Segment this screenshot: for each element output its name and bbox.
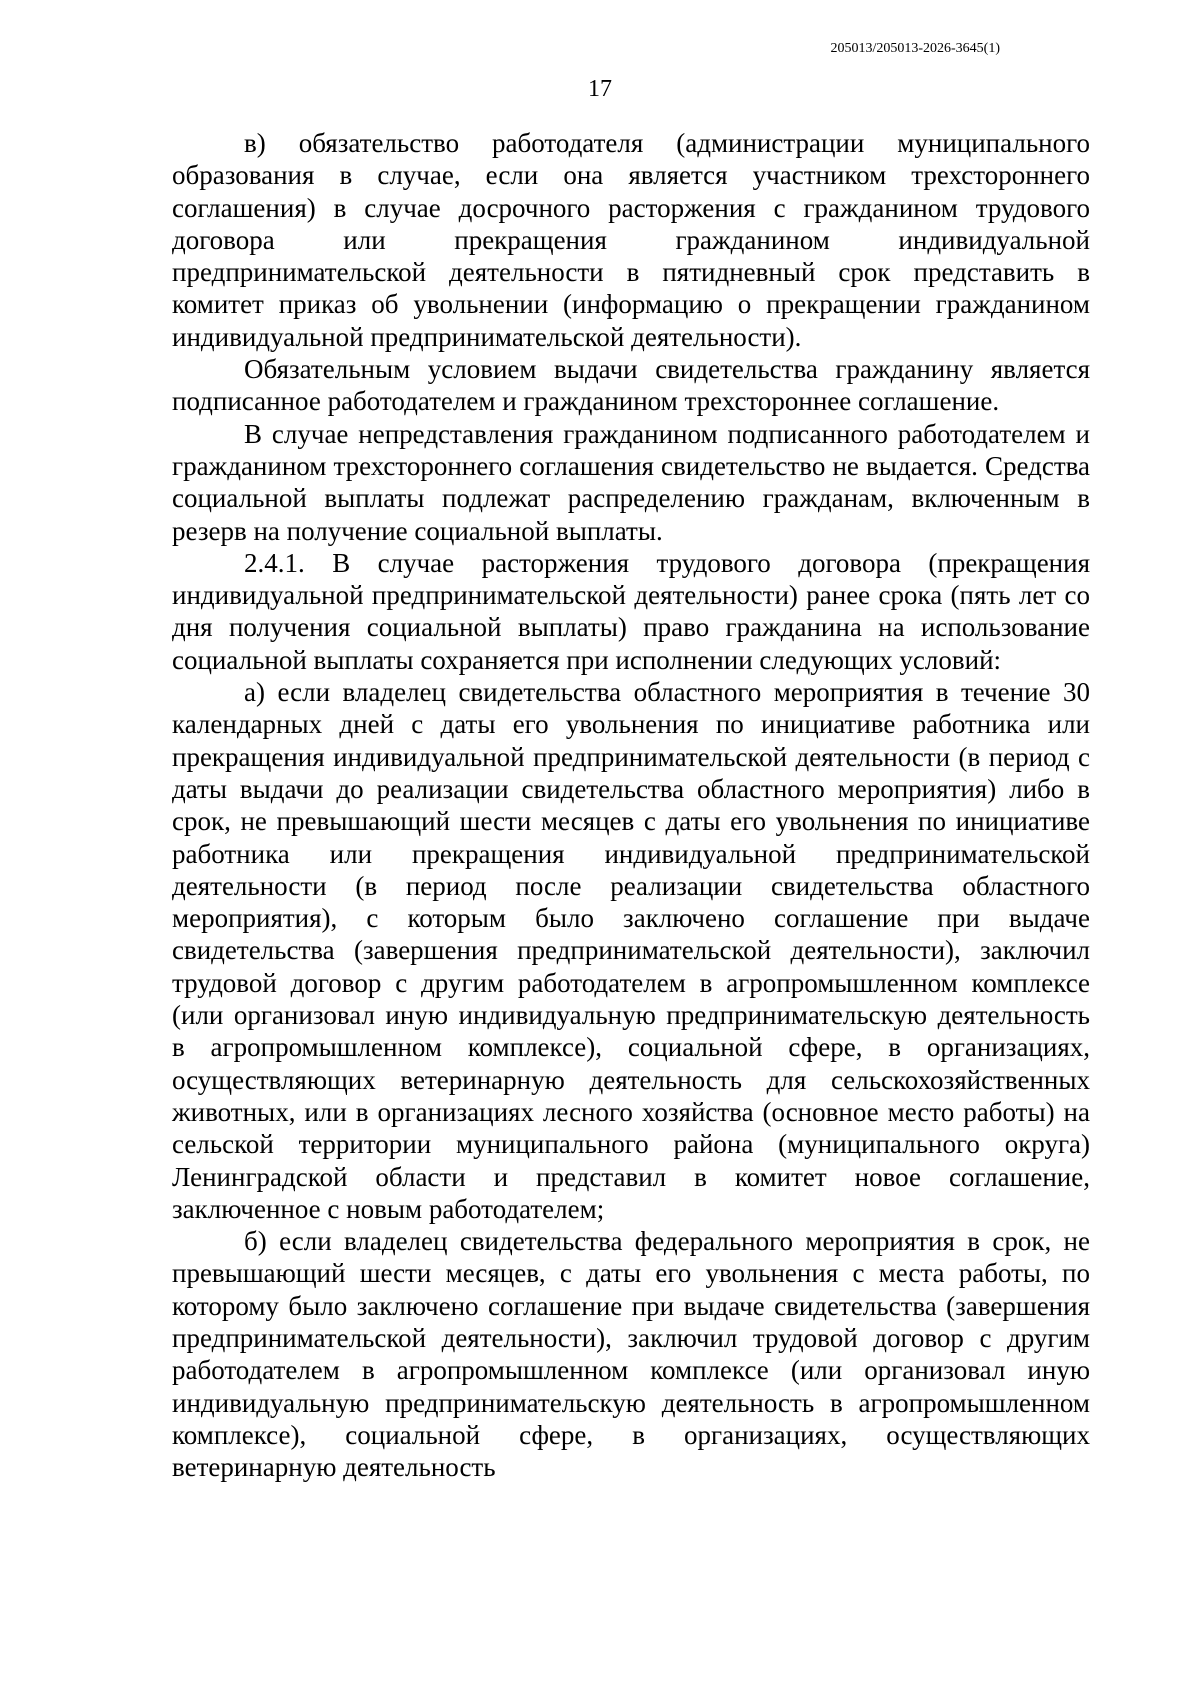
document-body [172,127,1090,1483]
paragraph-employer-obligation: в) обязательство работодателя (администрации муниципального образования в случае, если она является участником трехстороннего соглашения) в случае досрочного расторжения с гражданином трудового договора или прекращения гражданином индивидуальной предпринимательской деятельности в пятидневный срок представить в комитет приказ об увольнении (информацию о прекращении гражданином индивидуальной предпринимательской деятельности). [172,128,1090,352]
paragraph-non-submission: В случае непредставления гражданином подписанного работодателем и гражданином трехстороннего соглашения свидетельство не выдается. Средства социальной выплаты подлежат распределению гражданам, включенным в резерв на получение социальной выплаты. [172,418,1090,546]
document-registration-number: 205013/205013-2026-3645(1) [830,41,1000,56]
page-number: 17 [588,76,612,102]
paragraph-condition-b: б) если владелец свидетельства федерального мероприятия в срок, не превышающий шести месяцев, с даты его увольнения с места работы, по которому было заключено соглашение при выдаче свидетельства (завершения предпринимательской деятельности), заключил трудовой договор с другим работодателем в агропромышленном комплексе (или организовал иную индивидуальную предпринимательскую деятельность в агропромышленном комплексе), социальной сфере, в организациях, осуществляющих ветеринарную деятельность [172,1226,1090,1483]
paragraph-condition-a: а) если владелец свидетельства областного мероприятия в течение 30 календарных дней с даты его увольнения по инициативе работника или прекращения индивидуальной предпринимательской деятельности (в период с даты выдачи до реализации свидетельства областного мероприятия) либо в срок, не превышающий шести месяцев с даты его увольнения по инициативе работника или прекращения индивидуальной предпринимательской деятельности (в период после реализации свидетельства областного мероприятия), с которым было заключено соглашение при выдаче свидетельства (завершения предпринимательской деятельности), заключил трудовой договор с другим работодателем в агропромышленном комплексе (или организовал иную индивидуальную предпринимательскую деятельность в агропромышленном комплексе), социальной сфере, в организациях, осуществляющих ветеринарную деятельность для сельскохозяйственных животных, или в организациях лесного хозяйства (основное место работы) на сельской территории муниципального района (муниципального округа) Ленинградской области и представил в комитет новое соглашение, заключенное с новым работодателем; [172,677,1090,1224]
paragraph-2-4-1: 2.4.1. В случае расторжения трудового договора (прекращения индивидуальной предпринимательской деятельности) ранее срока (пять лет со дня получения социальной выплаты) право гражданина на использование социальной выплаты сохраняется при исполнении следующих условий: [172,547,1090,675]
paragraph-mandatory-condition: Обязательным условием выдачи свидетельства гражданину является подписанное работодателем и гражданином трехстороннее соглашение. [172,354,1090,417]
